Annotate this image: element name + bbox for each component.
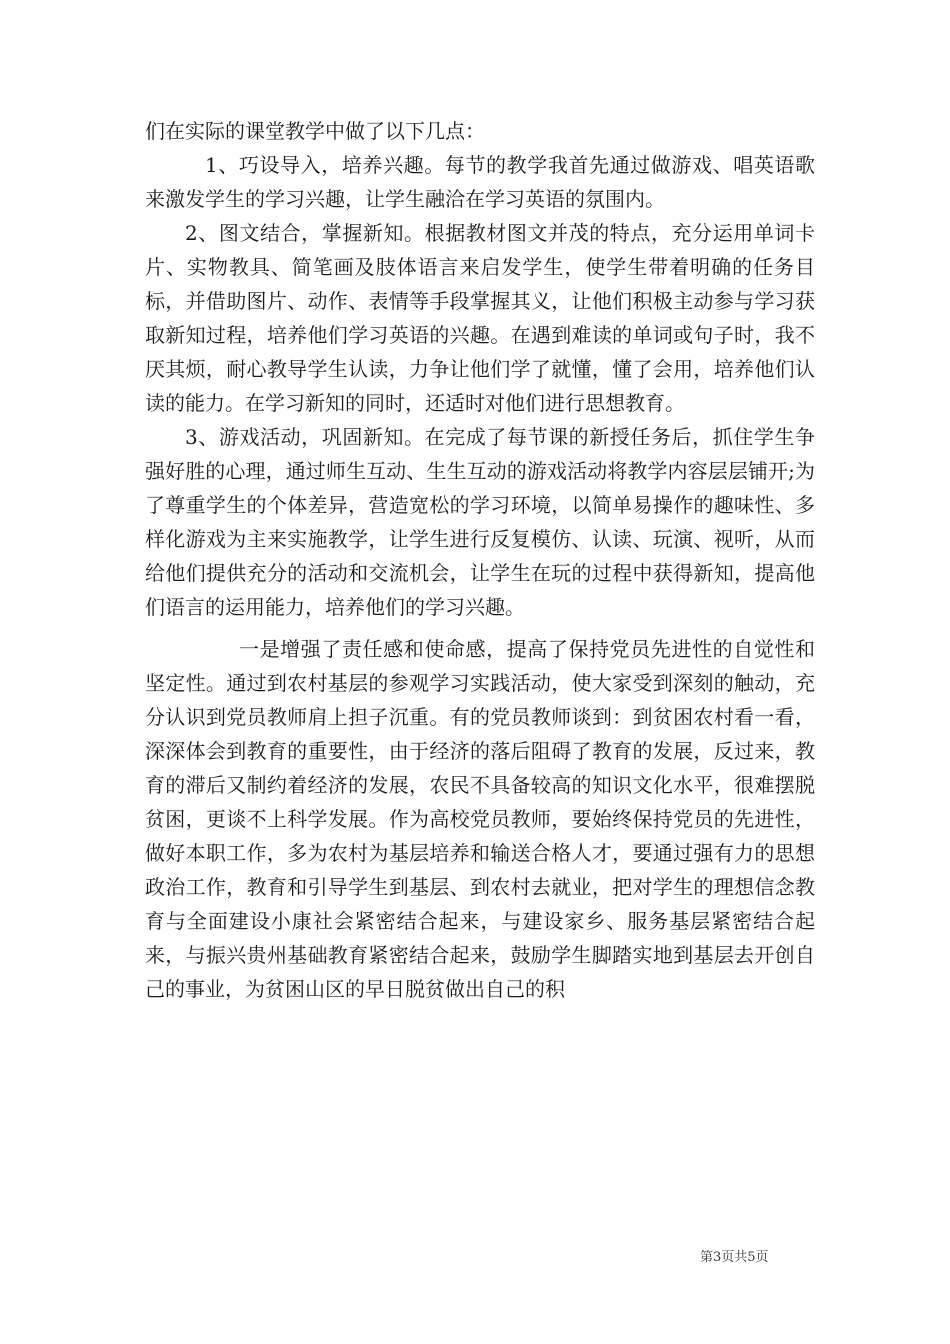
page-number-footer: 第3页共5页 [700,1250,769,1265]
paragraph-item-2: 2、图文结合，掌握新知。根据教材图文并茂的特点，充分运用单词卡片、实物教具、简笔画及肢体语言来启发学生，使学生带着明确的任务目标，并借助图片、动作、表情等手段掌握其义，让他们积极主动参与学习获取新知过程，培养他们学习英语的兴趣。在遇到难读的单词或句子时，我不厌其烦，耐心教导学生认读，力争让他们学了就懂，懂了会用，培养他们认读的能力。在学习新知的同时，还适时对他们进行思想教育。 [145,221,815,415]
paragraph-party-member: 一是增强了责任感和使命感，提高了保持党员先进性的自觉性和坚定性。通过到农村基层的参观学习实践活动，使大家受到深刻的触动，充分认识到党员教师肩上担子沉重。有的党员教师谈到：到贫困农村看一看，深深体会到教育的重要性，由于经济的落后阻碍了教育的发展，反过来，教育的滞后又制约着经济的发展，农民不具备较高的知识文化水平，很难摆脱贫困，更谈不上科学发展。作为高校党员教师，要始终保持党员的先进性，做好本职工作，多为农村为基层培养和输送合格人才，要通过强有力的思想政治工作，教育和引导学生到基层、到农村去就业，把对学生的理想信念教育与全面建设小康社会紧密结合起来，与建设家乡、服务基层紧密结合起来，与振兴贵州基础教育紧密结合起来，鼓励学生脚踏实地到基层去开创自己的事业，为贫困山区的早日脱贫做出自己的积 [145,637,815,1001]
document-body [145,114,815,1006]
paragraph-intro: 们在实际的课堂教学中做了以下几点： [145,119,485,143]
paragraph-item-3: 3、游戏活动，巩固新知。在完成了每节课的新授任务后，抓住学生争强好胜的心理，通过师生互动、生生互动的游戏活动将教学内容层层铺开;为了尊重学生的个体差异，营造宽松的学习环境，以简单易操作的趣味性、多样化游戏为主来实施教学，让学生进行反复模仿、认读、玩演、视听，从而给他们提供充分的活动和交流机会，让学生在玩的过程中获得新知，提高他们语言的运用能力，培养他们的学习兴趣。 [145,425,815,619]
paragraph-item-1: 1、巧设导入，培养兴趣。每节的教学我首先通过做游戏、唱英语歌来激发学生的学习兴趣，让学生融洽在学习英语的氛围内。 [145,153,815,211]
